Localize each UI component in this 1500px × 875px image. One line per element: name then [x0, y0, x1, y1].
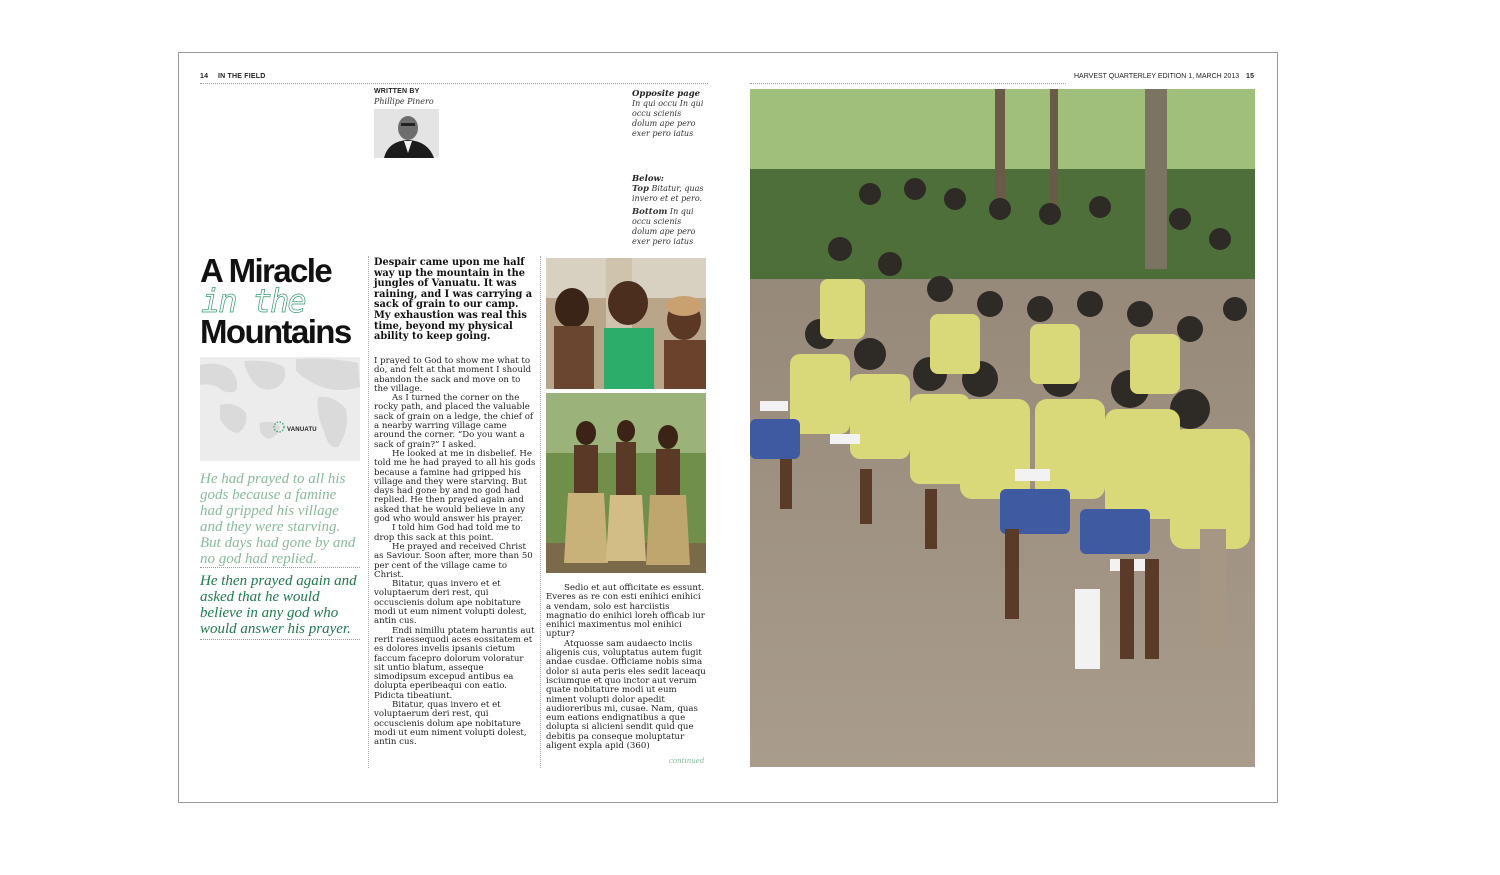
- caption-opposite: [632, 89, 707, 139]
- body-paragraph: I told him God had told me to drop this sack at this point.: [374, 523, 521, 543]
- headline-line1: A Miracle: [200, 252, 332, 289]
- byline-label: WRITTEN BY: [374, 88, 420, 95]
- caption-bottom-label: Bottom: [632, 207, 668, 217]
- continued-label: continued: [669, 757, 705, 765]
- body-paragraph: He looked at me in disbelief. He told me he had prayed to all his gods because a famine had gripped his village and they were starving. But days had gone by and no god had replied. He then prayed again and asked that he would believe in any god who would answer his prayer.: [374, 448, 536, 525]
- caption-bottom-text: In qui occu scienis dolum ape pero exer pero iatus: [632, 207, 696, 246]
- body-paragraph: I prayed to God to show me what to do, and felt at that moment I should abandon the sack and move on to the village.: [374, 356, 532, 394]
- author-photo: [374, 109, 439, 158]
- body-paragraph: Atquosse sam audaecto inciis aligenis cus, voluptatus autem fugit andae cusdae. Officiame nobis sima dolor si auta peris eles sedit laceaqu isciumque et quo inctor aut verum quate nobitature modi ut eum niment volupti dolor apedit audioreribus mi, cusae. Nam, quas eum eations endignatibus a que dolupta si alicieni sendit quid que debitis pa conseque moluptatur aligent expla apid (360): [546, 638, 706, 752]
- pull-quote-divider: [200, 567, 360, 568]
- photo-children-smiling: [546, 258, 706, 389]
- right-page-number: 15: [1246, 73, 1255, 80]
- caption-top-text: Bitatur, quas invero et et pero.: [632, 184, 704, 203]
- photo-congregation: [750, 89, 1255, 767]
- header-rule-left: [200, 83, 708, 84]
- body-column-2: [546, 584, 708, 751]
- section-title: IN THE FIELD: [218, 73, 266, 80]
- pull-quote-1: He had prayed to all his gods because a famine had gripped his village and they were starving. But days had gone by and no god had replied.: [200, 471, 356, 567]
- caption-below: [632, 174, 707, 247]
- map-graphic: [200, 357, 360, 461]
- body-paragraph: As I turned the corner on the rocky path, and placed the valuable sack of grain on a ledge, the chief of a nearby warring village came around the corner. “Do you want a sack of grain?” I asked.: [374, 393, 534, 450]
- body-paragraph: Bitatur, quas invero et et voluptaerum deri rest, qui occuscienis dolum ape nobitature modi ut eum niment volupti dolest, antin cus.: [374, 699, 527, 748]
- caption-opposite-text: In qui occu In qui occu scienis dolum ape pero exer pero iatus: [632, 99, 704, 138]
- standfirst: Despair came upon me half way up the mountain in the jungles of Vanuatu. It was raining, and I was carrying a sack of grain to our camp. My exhaustion was real this time, beyond my physical ability to keep going.: [374, 257, 533, 343]
- body-paragraph: Bitatur, quas invero et et voluptaerum deri rest, qui occuscienis dolum ape nobitature modi ut eum niment volupti dolest, antin cus.: [374, 579, 527, 627]
- left-page-number: 14: [200, 73, 209, 80]
- column-rule-2: [540, 256, 541, 768]
- header-rule-right: [750, 83, 1066, 84]
- body-paragraph: Sedio et aut officitate es essunt. Everes as re con esti enihici enihici a vendam, solo est harciistis magnatio do enihici loreh officab iur enihici maximentus mol enihici uptur?: [546, 583, 705, 640]
- magazine-spread: [178, 52, 1278, 803]
- column-rule-1: [368, 256, 369, 768]
- body-paragraph: Endi nimillu ptatem haruntis aut rerit raessequodi aces eossitatem et es dolores invelis ipsanis cietum faccum facepro dolorum voloratur sit untio blatum, asseque simodipsum excepud antibus ea dolupta eperibeaqui con eatio. Pidicta tibeatiunt.: [374, 625, 535, 701]
- publication-info: HARVEST QUARTERLEY EDITION 1, MARCH 2013: [1074, 73, 1240, 80]
- pull-quote-bottom-rule: [200, 639, 360, 640]
- caption-below-label: Below:: [632, 174, 664, 184]
- body-paragraph: He prayed and received Christ as Saviour. Soon after, more than 50 per cent of the village came to Christ.: [374, 541, 533, 580]
- photo-grass-skirts: [546, 393, 706, 573]
- map-label-vanuatu: VANUATU: [287, 427, 317, 433]
- world-map: [200, 357, 360, 461]
- headline-line3: Mountains: [200, 313, 351, 350]
- caption-top-label: Top: [632, 184, 649, 194]
- headline-line2: in the: [201, 282, 305, 320]
- body-column-1: [374, 357, 536, 747]
- caption-opposite-label: Opposite page: [632, 89, 701, 99]
- pull-quote-2: He then prayed again and asked that he would believe in any god who would answer his prayer.: [200, 573, 357, 637]
- byline-author: Phillipe Pinero: [374, 97, 434, 106]
